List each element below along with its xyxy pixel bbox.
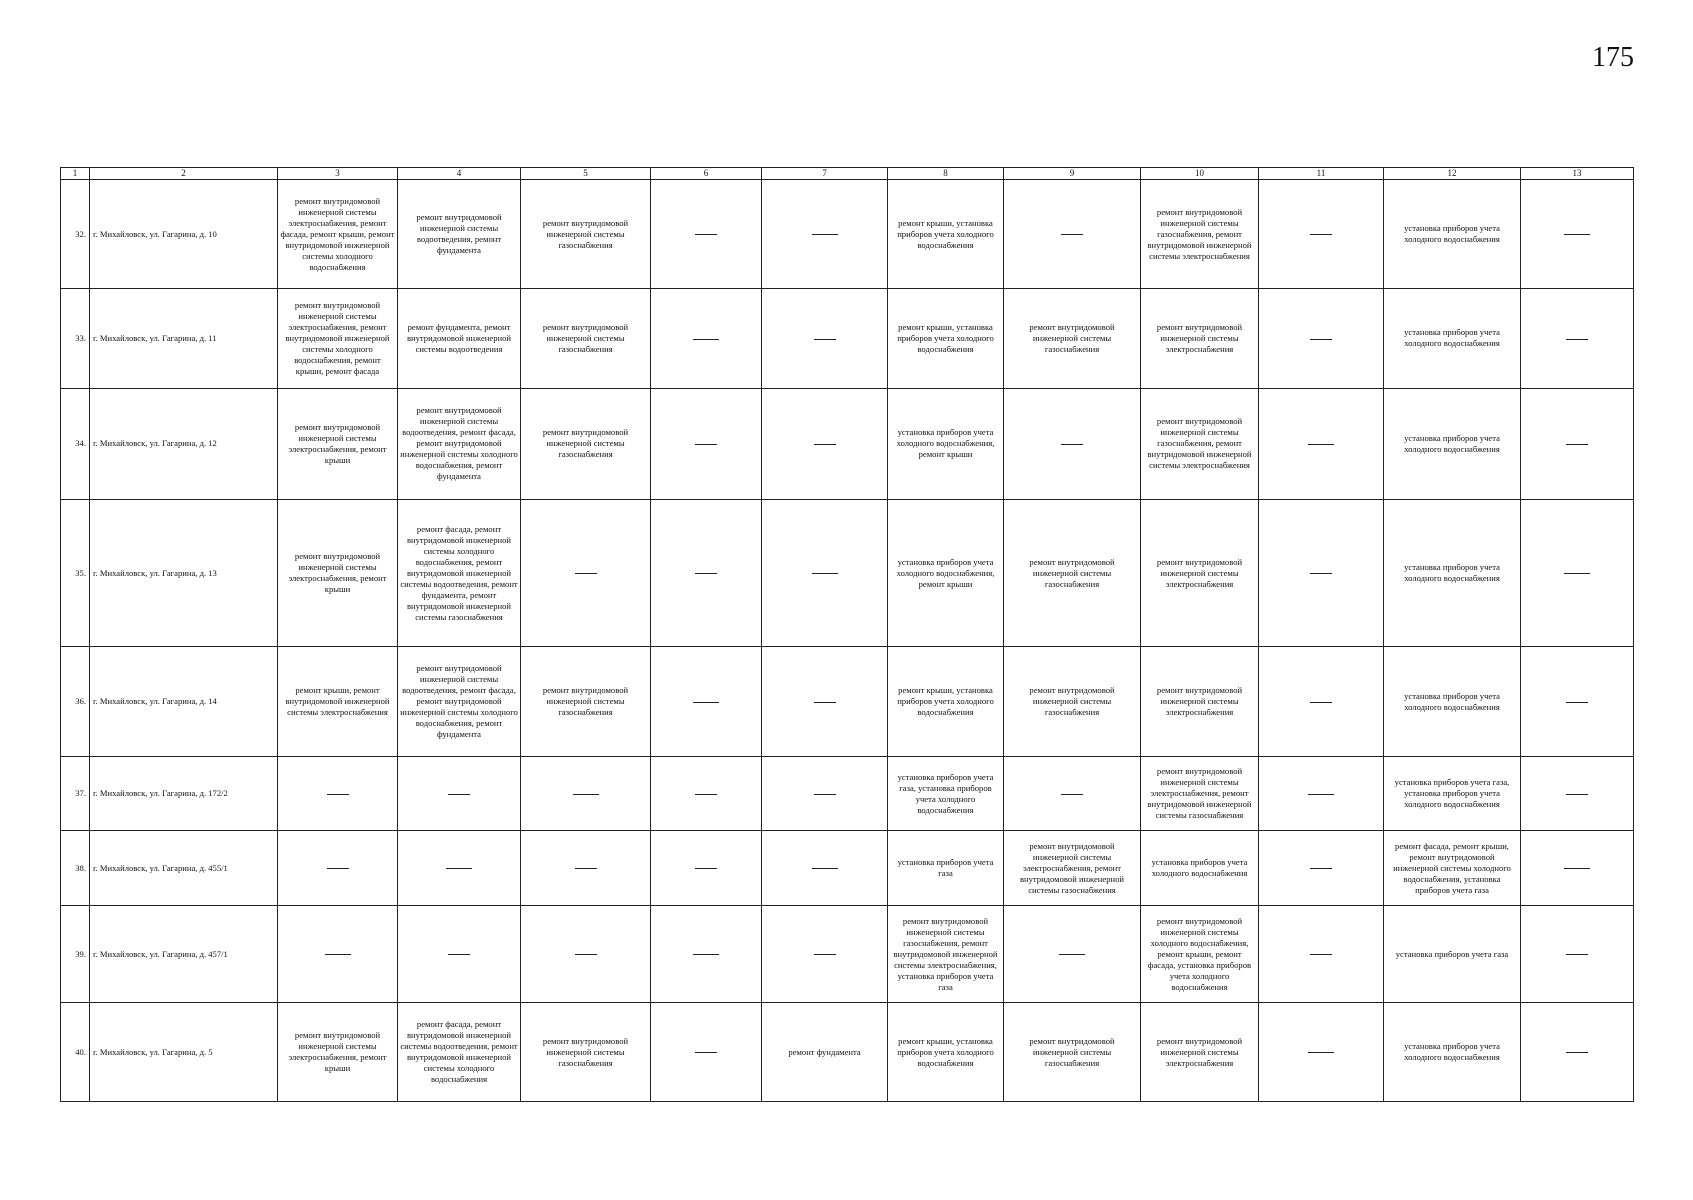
cell-col-13 [1521,1003,1634,1102]
empty-dash [575,954,597,955]
column-number-6: 6 [651,168,762,180]
row-number: 37. [61,756,90,831]
cell-col-3: ремонт внутридомовой инженерной системы электроснабжения, ремонт крыши [278,500,398,647]
cell-col-6 [651,756,762,831]
empty-dash [575,573,597,574]
empty-dash [1308,794,1334,795]
empty-dash [812,573,838,574]
empty-dash [1308,1052,1334,1053]
cell-col-5: ремонт внутридомовой инженерной системы газоснабжения [521,179,651,288]
empty-dash [814,339,836,340]
cell-col-9: ремонт внутридомовой инженерной системы газоснабжения [1004,500,1141,647]
cell-col-7 [762,906,888,1003]
repair-schedule-table [60,167,1634,1102]
column-number-4: 4 [398,168,521,180]
cell-col-13 [1521,388,1634,499]
cell-col-7 [762,756,888,831]
cell-col-3 [278,831,398,906]
cell-col-5 [521,831,651,906]
row-number: 34. [61,388,90,499]
row-number: 32. [61,179,90,288]
cell-col-9 [1004,756,1141,831]
cell-col-10: ремонт внутридомовой инженерной системы электроснабжения [1141,500,1259,647]
empty-dash [695,573,717,574]
empty-dash [575,868,597,869]
cell-col-11 [1259,1003,1384,1102]
empty-dash [814,444,836,445]
cell-col-9 [1004,179,1141,288]
empty-dash [1566,794,1588,795]
cell-col-12: ремонт фасада, ремонт крыши, ремонт внутридомовой инженерной системы холодного водоснабжения, установка приборов учета газа [1384,831,1521,906]
page-number: 175 [1592,42,1634,73]
cell-col-3: ремонт внутридомовой инженерной системы электроснабжения, ремонт крыши [278,388,398,499]
column-number-12: 12 [1384,168,1521,180]
empty-dash [695,234,717,235]
empty-dash [695,444,717,445]
empty-dash [1564,573,1590,574]
column-number-11: 11 [1259,168,1384,180]
empty-dash [1310,702,1332,703]
cell-col-13 [1521,756,1634,831]
cell-col-6 [651,831,762,906]
cell-col-4: ремонт фасада, ремонт внутридомовой инженерной системы водоотведения, ремонт внутридомовой инженерной системы холодного водоснабжения [398,1003,521,1102]
row-number: 39. [61,906,90,1003]
cell-col-12: установка приборов учета холодного водоснабжения [1384,647,1521,756]
empty-dash [1566,954,1588,955]
cell-col-6 [651,289,762,389]
empty-dash [1061,794,1083,795]
cell-col-11 [1259,289,1384,389]
cell-col-13 [1521,647,1634,756]
column-number-2: 2 [90,168,278,180]
cell-col-7 [762,179,888,288]
cell-col-7 [762,289,888,389]
address-cell: г. Михайловск, ул. Гагарина, д. 172/2 [90,756,278,831]
address-cell: г. Михайловск, ул. Гагарина, д. 5 [90,1003,278,1102]
empty-dash [448,794,470,795]
cell-col-11 [1259,500,1384,647]
address-cell: г. Михайловск, ул. Гагарина, д. 455/1 [90,831,278,906]
address-cell: г. Михайловск, ул. Гагарина, д. 457/1 [90,906,278,1003]
cell-col-12: установка приборов учета холодного водоснабжения [1384,500,1521,647]
cell-col-6 [651,1003,762,1102]
cell-col-11 [1259,831,1384,906]
empty-dash [1310,234,1332,235]
cell-col-6 [651,500,762,647]
cell-col-6 [651,647,762,756]
empty-dash [1310,573,1332,574]
empty-dash [695,1052,717,1053]
cell-col-4: ремонт фундамента, ремонт внутридомовой инженерной системы водоотведения [398,289,521,389]
cell-col-6 [651,388,762,499]
cell-col-7 [762,500,888,647]
cell-col-13 [1521,500,1634,647]
column-number-8: 8 [888,168,1004,180]
address-cell: г. Михайловск, ул. Гагарина, д. 14 [90,647,278,756]
cell-col-5 [521,906,651,1003]
empty-dash [814,702,836,703]
empty-dash [812,868,838,869]
table-row [61,289,1634,389]
cell-col-9 [1004,388,1141,499]
row-number: 40. [61,1003,90,1102]
cell-col-7 [762,647,888,756]
cell-col-8: установка приборов учета холодного водоснабжения, ремонт крыши [888,500,1004,647]
cell-col-13 [1521,179,1634,288]
cell-col-3: ремонт внутридомовой инженерной системы электроснабжения, ремонт фасада, ремонт крыши, ремонт внутридомовой инженерной системы холодного водоснабжения [278,179,398,288]
cell-col-9: ремонт внутридомовой инженерной системы электроснабжения, ремонт внутридомовой инженерной системы газоснабжения [1004,831,1141,906]
empty-dash [1566,1052,1588,1053]
cell-col-11 [1259,388,1384,499]
cell-col-13 [1521,906,1634,1003]
cell-col-11 [1259,906,1384,1003]
empty-dash [1310,868,1332,869]
column-number-3: 3 [278,168,398,180]
cell-col-12: установка приборов учета холодного водоснабжения [1384,179,1521,288]
address-cell: г. Михайловск, ул. Гагарина, д. 10 [90,179,278,288]
empty-dash [814,794,836,795]
cell-col-8: ремонт крыши, установка приборов учета холодного водоснабжения [888,1003,1004,1102]
empty-dash [695,794,717,795]
cell-col-7: ремонт фундамента [762,1003,888,1102]
empty-dash [327,868,349,869]
empty-dash [812,234,838,235]
empty-dash [446,868,472,869]
cell-col-3 [278,756,398,831]
cell-col-8: ремонт крыши, установка приборов учета холодного водоснабжения [888,289,1004,389]
cell-col-12: установка приборов учета газа, установка приборов учета холодного водоснабжения [1384,756,1521,831]
address-cell: г. Михайловск, ул. Гагарина, д. 11 [90,289,278,389]
cell-col-10: ремонт внутридомовой инженерной системы газоснабжения, ремонт внутридомовой инженерной системы электроснабжения [1141,388,1259,499]
cell-col-11 [1259,647,1384,756]
empty-dash [325,954,351,955]
column-number-10: 10 [1141,168,1259,180]
cell-col-5 [521,500,651,647]
empty-dash [695,868,717,869]
cell-col-11 [1259,756,1384,831]
empty-dash [693,954,719,955]
empty-dash [1566,702,1588,703]
cell-col-11 [1259,179,1384,288]
row-number: 36. [61,647,90,756]
empty-dash [1061,234,1083,235]
cell-col-9: ремонт внутридомовой инженерной системы газоснабжения [1004,289,1141,389]
cell-col-4 [398,756,521,831]
cell-col-10: ремонт внутридомовой инженерной системы холодного водоснабжения, ремонт крыши, ремонт фасада, установка приборов учета холодного водоснабжения [1141,906,1259,1003]
cell-col-6 [651,906,762,1003]
cell-col-12: установка приборов учета холодного водоснабжения [1384,388,1521,499]
empty-dash [1059,954,1085,955]
cell-col-3: ремонт внутридомовой инженерной системы электроснабжения, ремонт крыши [278,1003,398,1102]
cell-col-10: ремонт внутридомовой инженерной системы электроснабжения [1141,289,1259,389]
cell-col-8: установка приборов учета газа, установка приборов учета холодного водоснабжения [888,756,1004,831]
cell-col-5: ремонт внутридомовой инженерной системы газоснабжения [521,289,651,389]
cell-col-9: ремонт внутридомовой инженерной системы газоснабжения [1004,647,1141,756]
empty-dash [1564,868,1590,869]
empty-dash [1308,444,1334,445]
cell-col-5: ремонт внутридомовой инженерной системы газоснабжения [521,1003,651,1102]
table-row [61,906,1634,1003]
cell-col-5: ремонт внутридомовой инженерной системы газоснабжения [521,388,651,499]
table-row [61,179,1634,288]
table-row [61,831,1634,906]
empty-dash [448,954,470,955]
row-number: 33. [61,289,90,389]
cell-col-5: ремонт внутридомовой инженерной системы газоснабжения [521,647,651,756]
empty-dash [573,794,599,795]
address-cell: г. Михайловск, ул. Гагарина, д. 13 [90,500,278,647]
table-row [61,756,1634,831]
empty-dash [814,954,836,955]
cell-col-4: ремонт внутридомовой инженерной системы водоотведения, ремонт фасада, ремонт внутридомовой инженерной системы холодного водоснабжения, ремонт фундамента [398,647,521,756]
cell-col-3: ремонт крыши, ремонт внутридомовой инженерной системы электроснабжения [278,647,398,756]
table-row [61,388,1634,499]
table-row [61,647,1634,756]
empty-dash [1061,444,1083,445]
cell-col-4: ремонт внутридомовой инженерной системы водоотведения, ремонт фасада, ремонт внутридомовой инженерной системы холодного водоснабжения, ремонт фундамента [398,388,521,499]
cell-col-4: ремонт фасада, ремонт внутридомовой инженерной системы холодного водоснабжения, ремонт внутридомовой инженерной системы водоотведения, ремонт фундамента, ремонт внутридомовой инженерной системы газоснабжения [398,500,521,647]
row-number: 35. [61,500,90,647]
header-row [61,168,1634,180]
empty-dash [1566,339,1588,340]
cell-col-3: ремонт внутридомовой инженерной системы электроснабжения, ремонт внутридомовой инженерной системы холодного водоснабжения, ремонт крыши, ремонт фасада [278,289,398,389]
column-number-5: 5 [521,168,651,180]
cell-col-8: ремонт внутридомовой инженерной системы газоснабжения, ремонт внутридомовой инженерной системы электроснабжения, установка приборов учета газа [888,906,1004,1003]
cell-col-9 [1004,906,1141,1003]
empty-dash [1310,339,1332,340]
address-cell: г. Михайловск, ул. Гагарина, д. 12 [90,388,278,499]
cell-col-12: установка приборов учета холодного водоснабжения [1384,289,1521,389]
cell-col-4 [398,831,521,906]
cell-col-10: ремонт внутридомовой инженерной системы электроснабжения [1141,647,1259,756]
cell-col-8: ремонт крыши, установка приборов учета холодного водоснабжения [888,647,1004,756]
column-number-13: 13 [1521,168,1634,180]
table-row [61,1003,1634,1102]
cell-col-10: ремонт внутридомовой инженерной системы электроснабжения [1141,1003,1259,1102]
cell-col-4 [398,906,521,1003]
cell-col-8: ремонт крыши, установка приборов учета холодного водоснабжения [888,179,1004,288]
cell-col-8: установка приборов учета холодного водоснабжения, ремонт крыши [888,388,1004,499]
cell-col-10: установка приборов учета холодного водоснабжения [1141,831,1259,906]
cell-col-9: ремонт внутридомовой инженерной системы газоснабжения [1004,1003,1141,1102]
column-number-7: 7 [762,168,888,180]
empty-dash [1310,954,1332,955]
empty-dash [693,339,719,340]
cell-col-10: ремонт внутридомовой инженерной системы электроснабжения, ремонт внутридомовой инженерной системы газоснабжения [1141,756,1259,831]
cell-col-10: ремонт внутридомовой инженерной системы газоснабжения, ремонт внутридомовой инженерной системы электроснабжения [1141,179,1259,288]
cell-col-13 [1521,831,1634,906]
cell-col-4: ремонт внутридомовой инженерной системы водоотведения, ремонт фундамента [398,179,521,288]
cell-col-7 [762,388,888,499]
empty-dash [693,702,719,703]
cell-col-13 [1521,289,1634,389]
cell-col-7 [762,831,888,906]
column-number-9: 9 [1004,168,1141,180]
empty-dash [1564,234,1590,235]
table-row [61,500,1634,647]
cell-col-3 [278,906,398,1003]
cell-col-12: установка приборов учета холодного водоснабжения [1384,1003,1521,1102]
column-number-1: 1 [61,168,90,180]
empty-dash [1566,444,1588,445]
cell-col-6 [651,179,762,288]
cell-col-12: установка приборов учета газа [1384,906,1521,1003]
empty-dash [327,794,349,795]
row-number: 38. [61,831,90,906]
cell-col-5 [521,756,651,831]
cell-col-8: установка приборов учета газа [888,831,1004,906]
